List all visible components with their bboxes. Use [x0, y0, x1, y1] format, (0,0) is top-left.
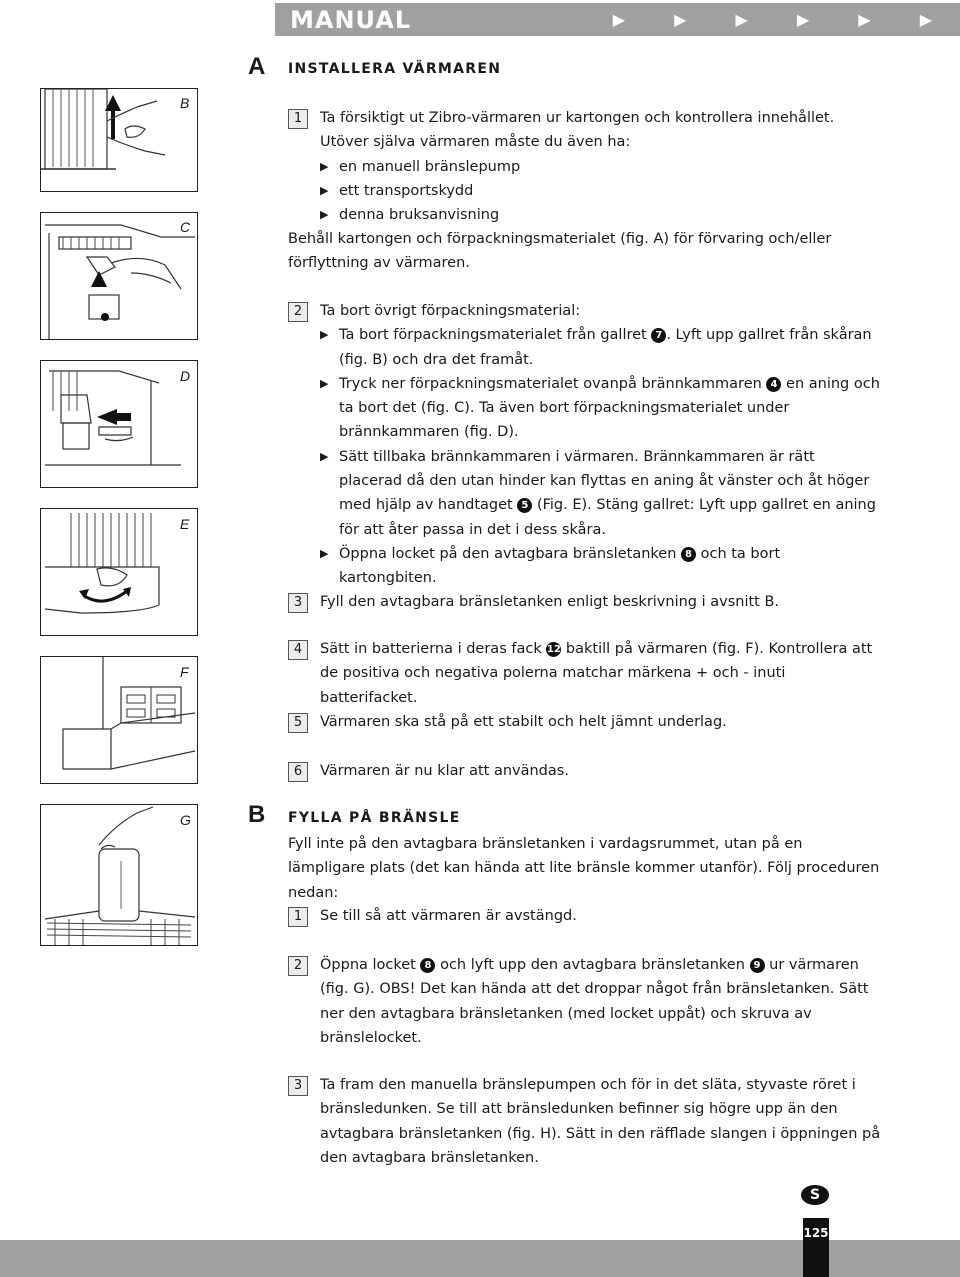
bullet-text: Öppna locket på den avtagbara bränsletanken — [339, 545, 677, 562]
step-text-part: Sätt in batterierna i deras fack — [320, 641, 542, 657]
part-number-badge: 9 — [750, 958, 765, 973]
step-text: Fyll den avtagbara bränsletanken enligt beskrivning i avsnitt B. — [320, 594, 780, 610]
figure-e-illustration — [41, 509, 197, 635]
bullet-text: Sätt tillbaka brännkammaren i värmaren. Brännkammaren är rätt placerad då den utan hinder kan flyttas en aning åt vänster och åt höger med hjälp av handtaget — [339, 448, 870, 514]
bullet-item — [320, 372, 882, 445]
figure-g-label: G — [180, 812, 191, 828]
part-number-badge: 8 — [420, 958, 435, 973]
step-text: Värmaren är nu klar att användas. — [320, 763, 569, 779]
step-number: 1 — [288, 109, 308, 129]
section-b-intro — [288, 832, 882, 905]
step-number: 2 — [288, 302, 308, 322]
step-a1 — [288, 106, 882, 227]
step-a5 — [288, 710, 882, 734]
step-text — [320, 953, 882, 1050]
step-text-part: Öppna locket — [320, 957, 416, 973]
step-text: Värmaren ska stå på ett stabilt och helt jämnt underlag. — [320, 714, 727, 730]
figure-g — [40, 804, 198, 946]
page-number: 125 — [803, 1218, 829, 1277]
manual-title: MANUAL — [290, 6, 412, 34]
step-number: 6 — [288, 762, 308, 782]
step-text — [320, 637, 882, 710]
step-number: 5 — [288, 713, 308, 733]
bullet-item — [320, 445, 882, 542]
intro-text: Fyll inte på den avtagbara bränsletanken i vardagsrummet, utan på en lämpligare plats (det kan hända att lite bränsle kommer utanför). Följ proceduren nedan: — [288, 836, 880, 901]
part-number-badge: 8 — [681, 547, 696, 562]
figure-b-illustration — [41, 89, 197, 191]
language-badge: S — [801, 1185, 829, 1205]
step-a6 — [288, 759, 882, 783]
bullet-text: . Lyft upp gallret från skåran (fig. B) och dra det framåt. — [339, 327, 872, 368]
figure-g-illustration — [41, 805, 197, 945]
step-text: Behåll kartongen och förpackningsmaterialet (fig. A) för förvaring och/eller förflyttning av värmaren. — [288, 231, 832, 272]
section-a-letter: A — [248, 53, 266, 80]
header-bar — [275, 3, 960, 36]
step-number: 1 — [288, 907, 308, 927]
figure-f — [40, 656, 198, 784]
bullet-text: Ta bort förpackningsmaterialet från gallret — [339, 327, 647, 344]
step-a3 — [288, 590, 882, 614]
bullet-item — [320, 323, 882, 372]
step-number: 2 — [288, 956, 308, 976]
step-text: Utöver själva värmaren måste du även ha: — [320, 134, 631, 151]
part-number-badge: 12 — [546, 644, 561, 655]
step-number: 4 — [288, 640, 308, 660]
figure-d-label: D — [180, 368, 191, 384]
step-a2 — [288, 299, 882, 591]
figure-c-label: C — [180, 219, 191, 235]
figure-c-illustration — [41, 213, 197, 339]
figure-f-label: F — [180, 664, 189, 680]
step-a1-note — [288, 227, 882, 276]
bullet-item: ▶ ett transportskydd — [320, 179, 882, 203]
step-b1 — [288, 904, 882, 928]
step-text: Ta bort övrigt förpackningsmaterial: — [320, 303, 581, 319]
section-a-title: INSTALLERA VÄRMAREN — [288, 61, 502, 77]
figure-d-illustration — [41, 361, 197, 487]
bullet-text: Tryck ner förpackningsmaterialet ovanpå brännkammaren — [339, 375, 762, 392]
step-number: 3 — [288, 593, 308, 613]
figure-e-label: E — [180, 516, 190, 532]
bullet-text: (Fig. E). Stäng gallret: Lyft upp gallret en aning för att åter passa in det i dess skåra. — [339, 497, 876, 538]
step-b3 — [288, 1073, 882, 1170]
part-number-badge: 5 — [517, 498, 532, 513]
step-text: Ta fram den manuella bränslepumpen och för in det släta, styvaste röret i bränsledunken. Se till att bränsledunken befinner sig högre upp än den avtagbara bränsletanken (fig. H). Sätt in den räfflade slangen i öppningen på den avtagbara bränsletanken. — [320, 1077, 881, 1166]
figure-d — [40, 360, 198, 488]
step-text-part: och lyft upp den avtagbara bränsletanken — [435, 957, 745, 973]
step-text-part: baktill på värmaren (fig. F). Kontrollera att de positiva och negativa polerna matchar märkena + och - inuti batterifacket. — [320, 641, 873, 706]
figure-f-illustration — [41, 657, 197, 783]
figure-c — [40, 212, 198, 340]
figure-e — [40, 508, 198, 636]
figure-b-label: B — [180, 95, 190, 111]
step-text-part: ur värmaren (fig. G). OBS! Det kan hända att det droppar något från bränsletanken. Sätt ner den avtagbara bränsletanken (med locket uppåt) och skruva av bränslelocket. — [320, 957, 869, 1046]
step-a4 — [288, 637, 882, 710]
step-number: 3 — [288, 1076, 308, 1096]
bullet-item: ▶ en manuell bränslepump — [320, 155, 882, 179]
bullet-text: en aning och ta bort det (fig. C). Ta även bort förpackningsmaterialet under brännkammaren (fig. D). — [339, 375, 880, 441]
bullet-item — [320, 542, 882, 591]
figure-b — [40, 88, 198, 192]
section-b-title: FYLLA PÅ BRÄNSLE — [288, 810, 461, 826]
bullet-item: ▶ denna bruksanvisning — [320, 203, 882, 227]
step-text: Ta försiktigt ut Zibro-värmaren ur kartongen och kontrollera innehållet. — [320, 110, 835, 126]
step-b2 — [288, 953, 882, 1050]
step-text: Se till så att värmaren är avstängd. — [320, 908, 577, 924]
header-arrows: ▶ ▶ ▶ ▶ ▶ ▶ — [612, 10, 954, 29]
part-number-badge: 4 — [766, 377, 781, 392]
part-number-badge: 7 — [651, 328, 666, 343]
section-b-letter: B — [248, 801, 266, 828]
bullet-text: och ta bort kartongbiten. — [339, 545, 781, 587]
